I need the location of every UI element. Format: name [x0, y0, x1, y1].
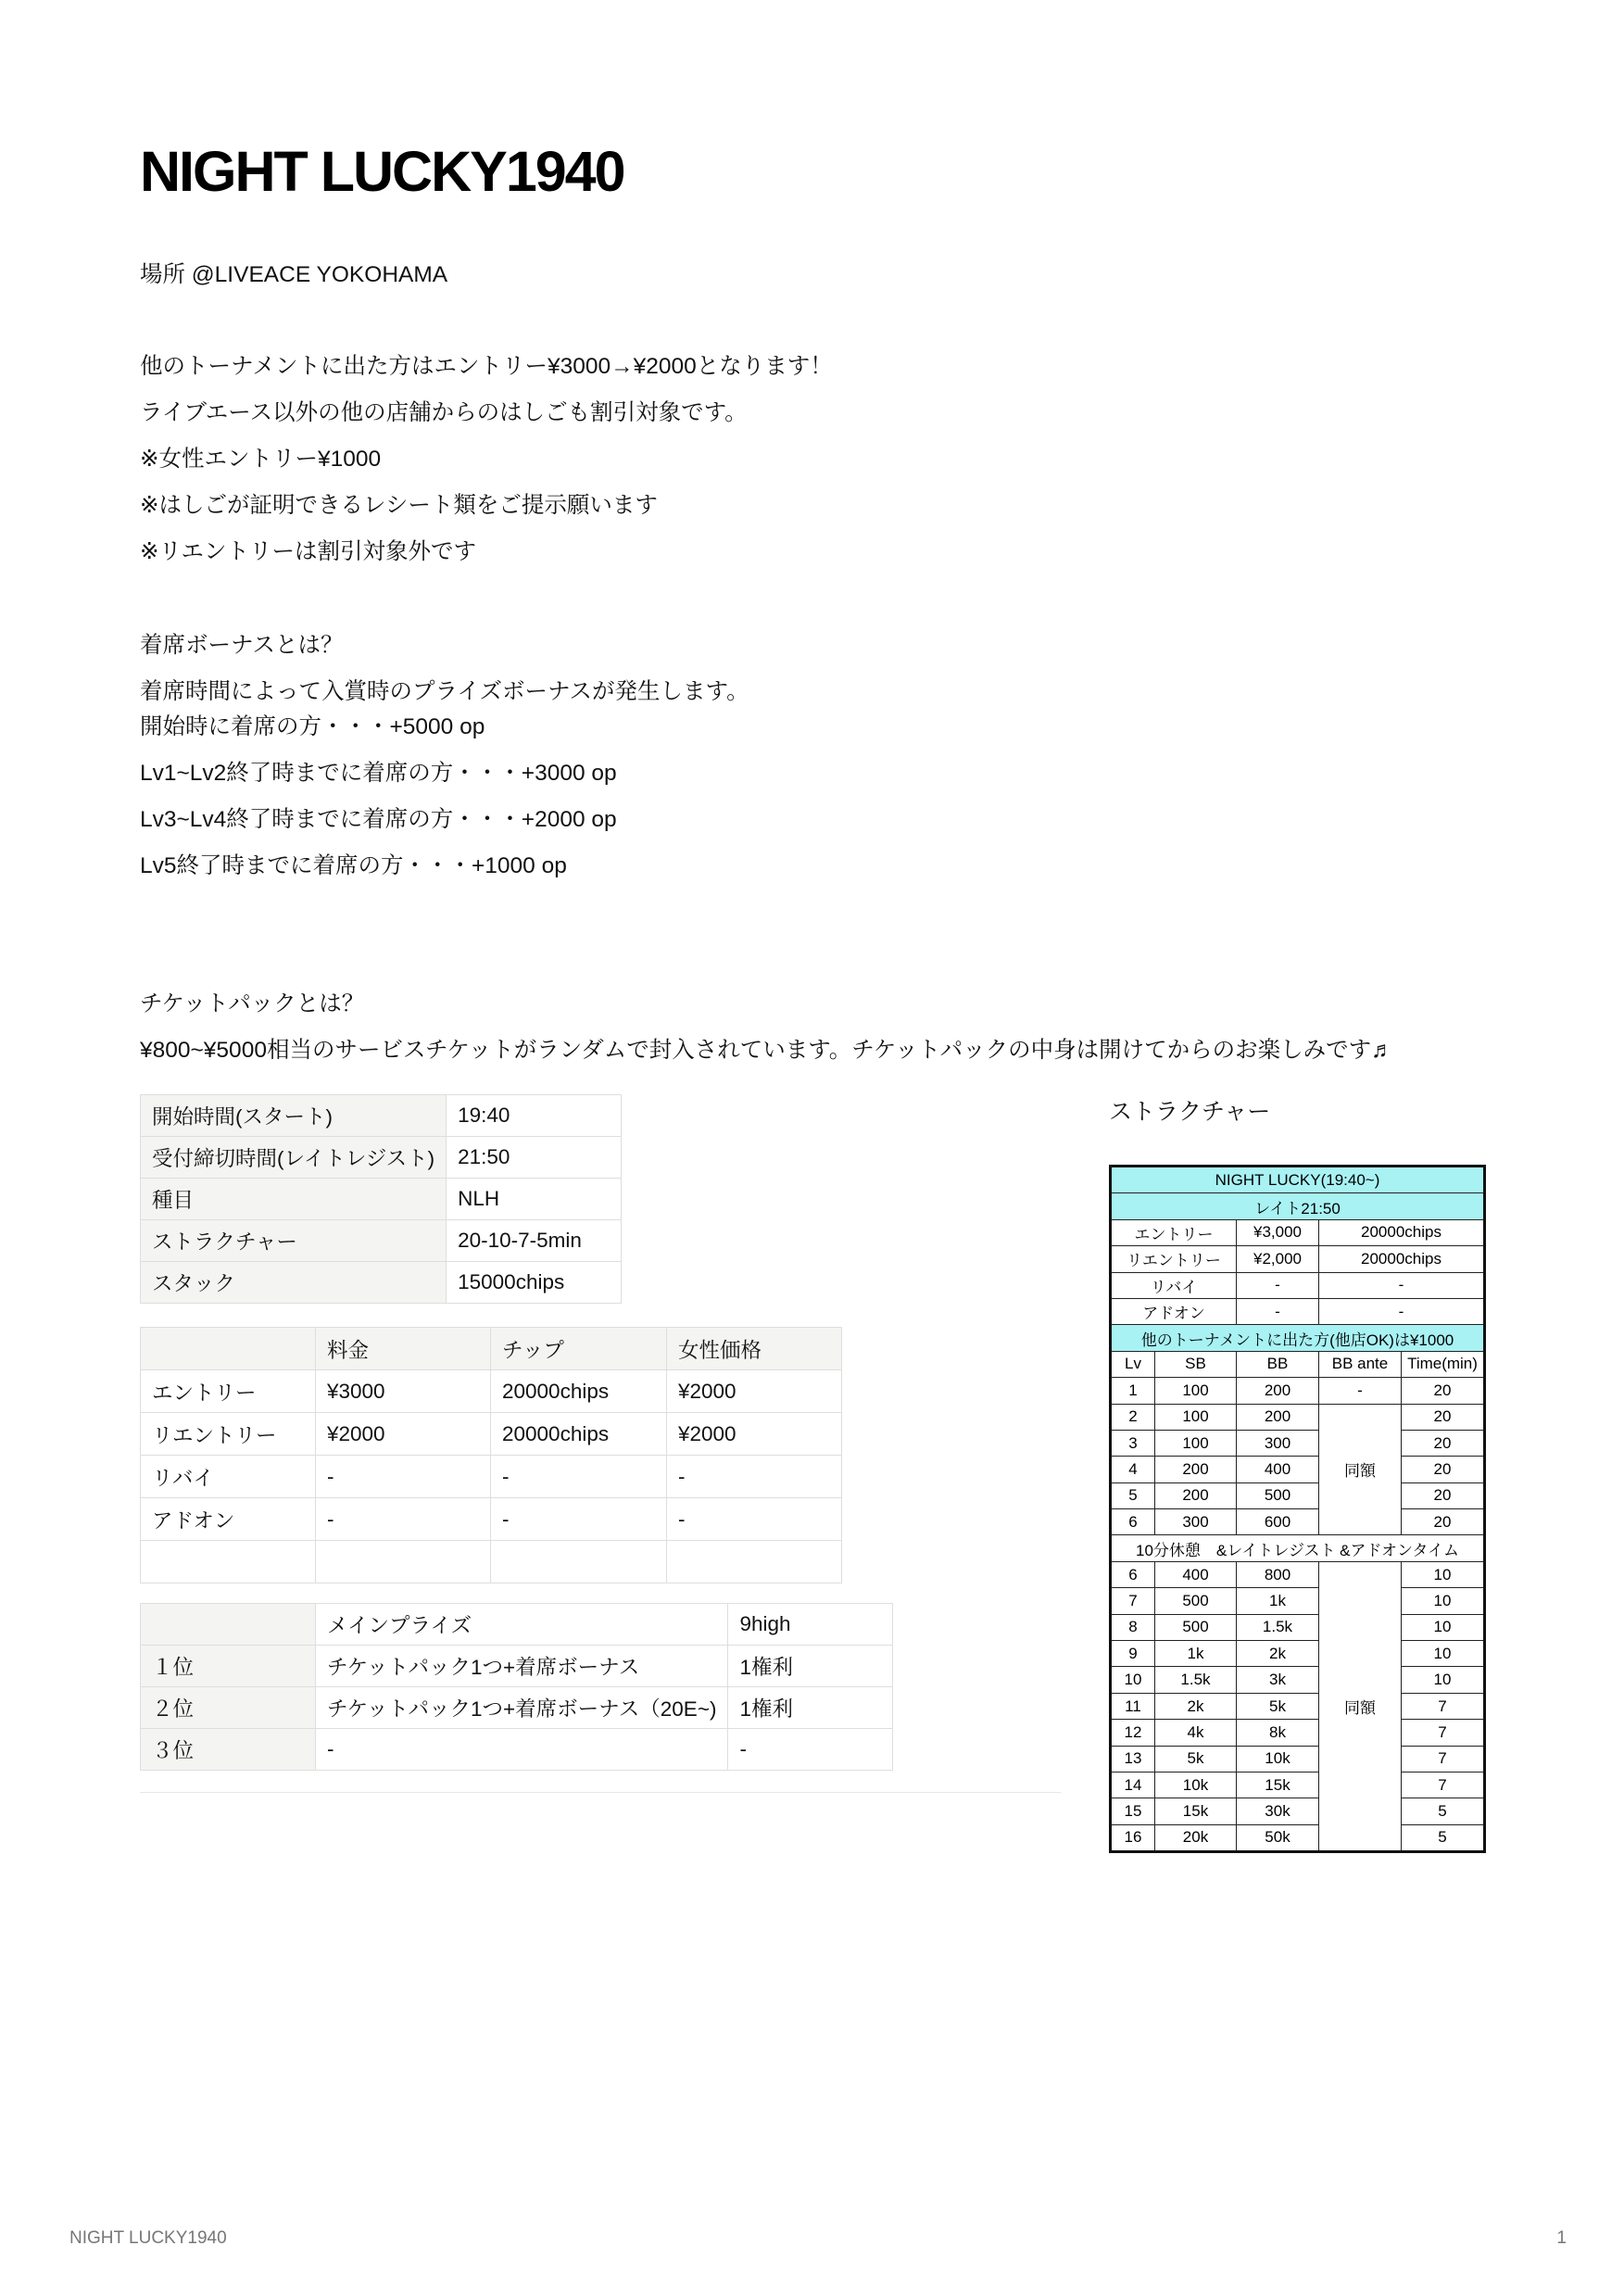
- fee-header: [141, 1328, 316, 1370]
- note-line: ※はしごが証明できるレシート類をご提示願います: [140, 493, 658, 518]
- divider: [140, 1792, 1061, 1793]
- fee-cell: -: [491, 1456, 667, 1498]
- prize-rank: ２位: [141, 1687, 316, 1729]
- level-cell: 400: [1237, 1457, 1319, 1482]
- seat-bonus-line: Lv5終了時までに着席の方・・・+1000 op: [140, 853, 567, 878]
- table-row: [141, 1729, 893, 1771]
- structure-header: Lv: [1111, 1351, 1155, 1377]
- structure-title: NIGHT LUCKY(19:40~): [1111, 1167, 1485, 1193]
- table-row: [1111, 1693, 1485, 1719]
- info-label: スタック: [141, 1262, 447, 1304]
- level-cell: 5: [1402, 1824, 1485, 1851]
- prize-header: [141, 1604, 316, 1646]
- level-cell: 500: [1155, 1614, 1237, 1640]
- table-row: [141, 1262, 622, 1304]
- level-cell: 50k: [1237, 1824, 1319, 1851]
- info-label: 種目: [141, 1179, 447, 1220]
- prize-cell: 1権利: [728, 1646, 893, 1687]
- fee-cell: ¥2000: [316, 1413, 491, 1456]
- structure-break: 10分休憩 &レイトレジスト &アドオンタイム: [1111, 1535, 1485, 1561]
- level-cell: 20: [1402, 1404, 1485, 1430]
- level-cell: 5: [1111, 1482, 1155, 1508]
- table-row: [1111, 1272, 1485, 1298]
- prize-header: 9high: [728, 1604, 893, 1646]
- table-row: [1111, 1588, 1485, 1614]
- level-cell: 100: [1155, 1404, 1237, 1430]
- table-row: [141, 1220, 622, 1262]
- level-cell: 20: [1402, 1509, 1485, 1535]
- structure-fee-cell: エントリー: [1111, 1219, 1237, 1245]
- info-value: 21:50: [447, 1137, 622, 1179]
- ticket-pack-heading: チケットパックとは？: [140, 991, 365, 1016]
- fee-header: 料金: [316, 1328, 491, 1370]
- table-row: [1111, 1378, 1485, 1404]
- table-row: [1111, 1561, 1485, 1587]
- level-cell: 20: [1402, 1482, 1485, 1508]
- structure-header: SB: [1155, 1351, 1237, 1377]
- seat-bonus-line: 着席時間によって入賞時のプライズボーナスが発生します。: [140, 679, 749, 704]
- page-title: NIGHT LUCKY1940: [140, 140, 624, 203]
- level-cell: 4: [1111, 1457, 1155, 1482]
- fee-cell: -: [316, 1498, 491, 1541]
- table-row: [141, 1687, 893, 1729]
- info-value: 15000chips: [447, 1262, 622, 1304]
- level-cell: 10: [1402, 1667, 1485, 1693]
- level-cell: 1k: [1237, 1588, 1319, 1614]
- level-cell: 20: [1402, 1430, 1485, 1456]
- level-cell: 5: [1402, 1798, 1485, 1824]
- level-cell: 6: [1111, 1509, 1155, 1535]
- info-value: 20-10-7-5min: [447, 1220, 622, 1262]
- structure-fee-cell: 20000chips: [1319, 1246, 1485, 1272]
- table-row: [1111, 1430, 1485, 1456]
- level-cell: 10: [1402, 1641, 1485, 1667]
- fee-cell: リエントリー: [141, 1413, 316, 1456]
- structure-table: [1109, 1165, 1486, 1853]
- structure-header: Time(min): [1402, 1351, 1485, 1377]
- fee-cell: -: [491, 1498, 667, 1541]
- table-row: [1111, 1509, 1485, 1535]
- level-cell: 10: [1111, 1667, 1155, 1693]
- level-cell: 7: [1402, 1720, 1485, 1746]
- level-cell: 1: [1111, 1378, 1155, 1404]
- level-cell: 7: [1111, 1588, 1155, 1614]
- table-row: [1111, 1667, 1485, 1693]
- structure-fee-cell: -: [1237, 1298, 1319, 1324]
- prize-rank: １位: [141, 1646, 316, 1687]
- note-line: 他のトーナメントに出た方はエントリー¥3000→¥2000となります！: [140, 354, 833, 379]
- fee-table: [140, 1327, 842, 1583]
- same-ante-cell: 同額: [1319, 1404, 1402, 1535]
- level-cell: 200: [1237, 1404, 1319, 1430]
- table-row: [1111, 1535, 1485, 1561]
- level-cell: 7: [1402, 1772, 1485, 1798]
- level-cell: 10: [1402, 1588, 1485, 1614]
- info-table: [140, 1094, 622, 1304]
- fee-cell: ¥3000: [316, 1370, 491, 1413]
- table-row: [1111, 1641, 1485, 1667]
- level-cell: 14: [1111, 1772, 1155, 1798]
- level-cell: 500: [1237, 1482, 1319, 1508]
- level-cell: 2: [1111, 1404, 1155, 1430]
- page-number: 1: [1556, 2228, 1567, 2248]
- table-row: [1111, 1798, 1485, 1824]
- level-cell: 200: [1155, 1482, 1237, 1508]
- level-cell: 3: [1111, 1430, 1155, 1456]
- fee-cell: -: [667, 1456, 842, 1498]
- fee-header: チップ: [491, 1328, 667, 1370]
- level-cell: 20k: [1155, 1824, 1237, 1851]
- level-cell: 2k: [1155, 1693, 1237, 1719]
- structure-fee-cell: リエントリー: [1111, 1246, 1237, 1272]
- level-cell: 30k: [1237, 1798, 1319, 1824]
- level-cell: 8k: [1237, 1720, 1319, 1746]
- table-row: [141, 1413, 842, 1456]
- table-row: [1111, 1772, 1485, 1798]
- level-cell: 300: [1237, 1430, 1319, 1456]
- fee-cell: -: [316, 1456, 491, 1498]
- level-cell: 7: [1402, 1746, 1485, 1772]
- level-cell: 500: [1155, 1588, 1237, 1614]
- note-line: ※リエントリーは割引対象外です: [140, 539, 477, 564]
- fee-cell: [141, 1541, 316, 1583]
- level-cell: 200: [1155, 1457, 1237, 1482]
- info-label: 受付締切時間(レイトレジスト): [141, 1137, 447, 1179]
- level-cell: 8: [1111, 1614, 1155, 1640]
- level-cell: 10k: [1155, 1772, 1237, 1798]
- info-value: NLH: [447, 1179, 622, 1220]
- table-row: [141, 1498, 842, 1541]
- fee-cell: -: [667, 1498, 842, 1541]
- table-row: [141, 1541, 842, 1583]
- table-row: [1111, 1457, 1485, 1482]
- table-row: [1111, 1614, 1485, 1640]
- structure-fee-cell: -: [1319, 1272, 1485, 1298]
- seat-bonus-line: 開始時に着席の方・・・+5000 op: [140, 714, 485, 739]
- table-row: [1111, 1298, 1485, 1324]
- level-cell: 800: [1237, 1561, 1319, 1587]
- prize-cell: -: [728, 1729, 893, 1771]
- seat-bonus-line: Lv3~Lv4終了時までに着席の方・・・+2000 op: [140, 807, 617, 832]
- level-cell: 9: [1111, 1641, 1155, 1667]
- level-cell: 13: [1111, 1746, 1155, 1772]
- table-row: [1111, 1325, 1485, 1351]
- level-cell: 7: [1402, 1693, 1485, 1719]
- prize-table: [140, 1603, 893, 1771]
- footer-title: NIGHT LUCKY1940: [69, 2228, 227, 2248]
- note-line: ライブエース以外の他の店舗からのはしごも割引対象です。: [140, 400, 748, 425]
- fee-cell: 20000chips: [491, 1370, 667, 1413]
- level-cell: 12: [1111, 1720, 1155, 1746]
- level-cell: 20: [1402, 1457, 1485, 1482]
- level-cell: 16: [1111, 1824, 1155, 1851]
- table-row: [141, 1646, 893, 1687]
- level-cell: 10: [1402, 1561, 1485, 1587]
- fee-cell: アドオン: [141, 1498, 316, 1541]
- level-cell: 300: [1155, 1509, 1237, 1535]
- fee-header: 女性価格: [667, 1328, 842, 1370]
- fee-cell: [667, 1541, 842, 1583]
- table-row: [1111, 1219, 1485, 1245]
- fee-cell: リバイ: [141, 1456, 316, 1498]
- level-cell: 100: [1155, 1378, 1237, 1404]
- fee-cell: ¥2000: [667, 1413, 842, 1456]
- level-cell: 6: [1111, 1561, 1155, 1587]
- level-cell: 15k: [1155, 1798, 1237, 1824]
- level-cell: 15k: [1237, 1772, 1319, 1798]
- level-cell: 600: [1237, 1509, 1319, 1535]
- prize-header: メインプライズ: [316, 1604, 728, 1646]
- info-label: ストラクチャー: [141, 1220, 447, 1262]
- seat-bonus-heading: 着席ボーナスとは？: [140, 633, 344, 658]
- table-row: [141, 1456, 842, 1498]
- level-cell: 11: [1111, 1693, 1155, 1719]
- table-header-row: [141, 1604, 893, 1646]
- level-cell: 5k: [1155, 1746, 1237, 1772]
- structure-fee-cell: ¥3,000: [1237, 1219, 1319, 1245]
- prize-cell: チケットパック1つ+着席ボーナス: [316, 1646, 728, 1687]
- level-cell: 10k: [1237, 1746, 1319, 1772]
- same-ante-cell: 同額: [1319, 1561, 1402, 1851]
- venue-text: 場所 @LIVEACE YOKOHAMA: [140, 262, 448, 287]
- table-row: [1111, 1482, 1485, 1508]
- prize-cell: -: [316, 1729, 728, 1771]
- level-cell: 15: [1111, 1798, 1155, 1824]
- structure-fee-cell: -: [1319, 1298, 1485, 1324]
- prize-cell: チケットパック1つ+着席ボーナス（20E~): [316, 1687, 728, 1729]
- table-header-row: [141, 1328, 842, 1370]
- structure-discount: 他のトーナメントに出た方(他店OK)は¥1000: [1111, 1325, 1485, 1351]
- fee-cell: [316, 1541, 491, 1583]
- level-cell: 4k: [1155, 1720, 1237, 1746]
- level-cell: 100: [1155, 1430, 1237, 1456]
- table-row: [141, 1137, 622, 1179]
- level-cell: 1.5k: [1155, 1667, 1237, 1693]
- table-row: [1111, 1193, 1485, 1219]
- table-row: [1111, 1404, 1485, 1430]
- level-cell: 1.5k: [1237, 1614, 1319, 1640]
- fee-cell: ¥2000: [667, 1370, 842, 1413]
- fee-cell: エントリー: [141, 1370, 316, 1413]
- table-row: [1111, 1720, 1485, 1746]
- structure-label: ストラクチャー: [1109, 1099, 1271, 1125]
- ticket-pack-text: ¥800~¥5000相当のサービスチケットがランダムで封入されています。チケットパックの中身は開けてからのお楽しみです♬: [140, 1038, 1394, 1063]
- level-cell: -: [1319, 1378, 1402, 1404]
- structure-fee-cell: 20000chips: [1319, 1219, 1485, 1245]
- table-row: [141, 1370, 842, 1413]
- table-header-row: [1111, 1351, 1485, 1377]
- level-cell: 10: [1402, 1614, 1485, 1640]
- fee-cell: [491, 1541, 667, 1583]
- table-row: [1111, 1824, 1485, 1851]
- table-row: [141, 1179, 622, 1220]
- structure-fee-cell: リバイ: [1111, 1272, 1237, 1298]
- table-row: [1111, 1167, 1485, 1193]
- structure-fee-cell: -: [1237, 1272, 1319, 1298]
- info-value: 19:40: [447, 1095, 622, 1137]
- level-cell: 20: [1402, 1378, 1485, 1404]
- structure-late: レイト21:50: [1111, 1193, 1485, 1219]
- level-cell: 2k: [1237, 1641, 1319, 1667]
- fee-cell: 20000chips: [491, 1413, 667, 1456]
- structure-fee-cell: アドオン: [1111, 1298, 1237, 1324]
- structure-header: BB ante: [1319, 1351, 1402, 1377]
- info-label: 開始時間(スタート): [141, 1095, 447, 1137]
- note-line: ※女性エントリー¥1000: [140, 447, 382, 472]
- structure-header: BB: [1237, 1351, 1319, 1377]
- table-row: [1111, 1746, 1485, 1772]
- level-cell: 3k: [1237, 1667, 1319, 1693]
- structure-fee-cell: ¥2,000: [1237, 1246, 1319, 1272]
- table-row: [141, 1095, 622, 1137]
- prize-rank: ３位: [141, 1729, 316, 1771]
- level-cell: 1k: [1155, 1641, 1237, 1667]
- level-cell: 5k: [1237, 1693, 1319, 1719]
- level-cell: 200: [1237, 1378, 1319, 1404]
- table-row: [1111, 1246, 1485, 1272]
- level-cell: 400: [1155, 1561, 1237, 1587]
- seat-bonus-line: Lv1~Lv2終了時までに着席の方・・・+3000 op: [140, 761, 617, 786]
- prize-cell: 1権利: [728, 1687, 893, 1729]
